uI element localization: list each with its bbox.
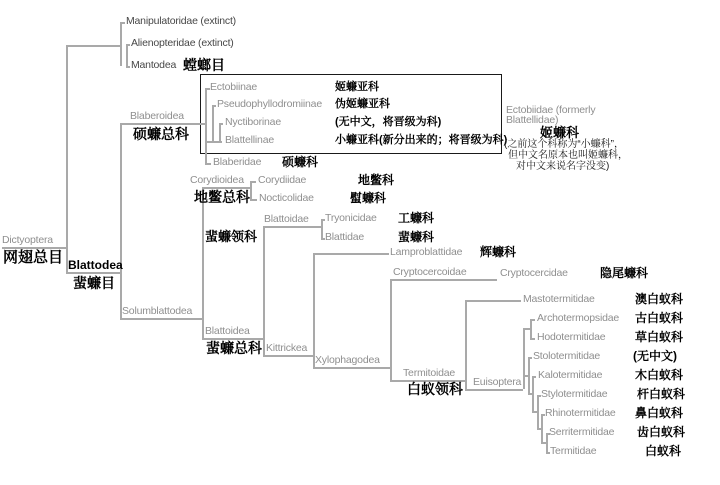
- label-stylotermitidae-cn: 杆白蚁科: [637, 387, 686, 401]
- tree-branch-vertical: [202, 187, 204, 338]
- tree-branch-vertical: [66, 45, 68, 272]
- label-lamproblattidae: Lamproblattidae: [390, 246, 463, 258]
- tree-branch-vertical: [126, 44, 128, 66]
- label-note-latin2: Blattellidae): [506, 114, 559, 126]
- tree-branch-vertical: [532, 376, 534, 411]
- label-nocticolidae: Nocticolidae: [259, 192, 314, 204]
- label-blaberoidea: Blaberoidea: [130, 110, 184, 122]
- tree-branch-horizontal: [126, 66, 130, 68]
- label-blattellinae: Blattellinae: [225, 134, 274, 146]
- tree-branch-vertical: [120, 123, 122, 318]
- tree-branch-horizontal: [66, 272, 120, 274]
- tree-branch-vertical: [465, 300, 467, 389]
- tree-branch-horizontal: [120, 123, 205, 125]
- tree-branch-horizontal: [205, 163, 211, 165]
- label-termitoidae-cn: 白蚁领科: [407, 381, 463, 397]
- tree-branch-horizontal: [465, 300, 521, 302]
- label-ectobiinae-cn: 姬蠊亚科: [335, 81, 379, 93]
- label-corydioidea: Corydioidea: [190, 174, 244, 186]
- label-alienopteridae: Alienopteridae (extinct): [131, 37, 234, 49]
- label-tryonicidae-cn: 工蠊科: [398, 211, 435, 225]
- label-rhinotermitidae: Rhinotermitidae: [545, 407, 616, 419]
- label-pseudophyllodromiinae-cn: 伪姬蠊亚科: [335, 98, 390, 110]
- label-solumblattodea: Solumblattodea: [122, 305, 193, 317]
- label-dictyoptera: Dictyoptera: [2, 234, 53, 246]
- label-corydiidae-cn: 地鳖科: [358, 173, 395, 187]
- label-hodotermitidae-cn: 草白蚁科: [635, 330, 684, 344]
- tree-branch-vertical: [212, 105, 214, 141]
- label-archotermopsidae-cn: 古白蚁科: [635, 311, 684, 325]
- tree-branch-horizontal: [465, 389, 523, 391]
- label-blattidae: Blattidae: [325, 231, 365, 243]
- label-blattodea-cn: 蜚蠊目: [73, 275, 115, 291]
- label-mantodea: Mantodea: [131, 59, 177, 71]
- label-rhinotermitidae-cn: 鼻白蚁科: [635, 406, 684, 420]
- tree-branch-vertical: [530, 319, 532, 338]
- tree-branch-horizontal: [66, 45, 120, 47]
- tree-branch-horizontal: [120, 318, 202, 320]
- tree-branch-vertical: [390, 279, 392, 380]
- label-corydioidea-cn: 地鳖总科: [194, 189, 250, 205]
- label-blattoidae-cn: 蜚蠊领科: [205, 229, 258, 244]
- tree-branch-horizontal: [250, 199, 257, 201]
- label-mastotermitidae-cn: 澳白蚁科: [635, 292, 684, 306]
- tree-branch-vertical: [523, 328, 525, 389]
- label-ectobiinae: Ectobiinae: [210, 81, 258, 93]
- tree-branch-vertical: [219, 123, 221, 141]
- label-mantodea-cn: 螳螂目: [183, 57, 225, 73]
- label-termitidae: Termitidae: [550, 445, 597, 457]
- tree-branch-horizontal: [530, 338, 535, 340]
- label-blaberoidea-cn: 硕蠊总科: [133, 126, 189, 142]
- label-cryptocercidae-cn: 隐尾蠊科: [600, 266, 649, 280]
- tree-branch-vertical: [541, 414, 543, 442]
- label-stylotermitidae: Stylotermitidae: [541, 388, 608, 400]
- label-mastotermitidae: Mastotermitidae: [523, 293, 595, 305]
- label-stolotermitidae-cn: (无中文): [633, 349, 677, 363]
- tree-branch-horizontal: [263, 355, 313, 357]
- label-blattidae-cn: 蜚蠊科: [398, 230, 435, 244]
- label-nyctiborinae: Nyctiborinae: [225, 116, 281, 128]
- label-note-l3: 对中文来说名字没变): [516, 161, 610, 172]
- label-blattoidea: Blattoidea: [205, 325, 250, 337]
- label-nocticolidae-cn: 螱蠊科: [350, 191, 387, 205]
- tree-branch-vertical: [546, 433, 548, 452]
- tree-branch-vertical: [263, 226, 265, 355]
- label-hodotermitidae: Hodotermitidae: [537, 331, 606, 343]
- tree-branch-vertical: [313, 253, 315, 367]
- label-note-l1: (之前这个科称为“小蠊科”，: [504, 139, 624, 150]
- label-blattellinae-cn: 小蠊亚科(新分出来的；将晋级为科): [335, 134, 508, 146]
- tree-branch-vertical: [321, 219, 323, 238]
- tree-branch-vertical: [205, 88, 207, 163]
- label-euisoptera: Euisoptera: [473, 376, 522, 388]
- label-serritermitidae-cn: 齿白蚁科: [637, 425, 686, 439]
- label-serritermitidae: Serritermitidae: [549, 426, 615, 438]
- tree-branch-vertical: [528, 357, 530, 393]
- tree-branch-horizontal: [205, 141, 222, 143]
- label-kalotermitidae-cn: 木白蚁科: [635, 368, 684, 382]
- label-note-cn: 姬蠊科: [540, 125, 580, 140]
- label-kalotermitidae: Kalotermitidae: [538, 369, 603, 381]
- label-blattoidae: Blattoidae: [264, 213, 309, 225]
- label-termitidae-cn: 白蚁科: [645, 444, 682, 458]
- label-note-l2: 但中文名原本也叫姬蠊科，: [508, 150, 628, 161]
- label-cryptocercoidae: Cryptocercoidae: [393, 266, 467, 278]
- label-termitoidae: Termitoidae: [403, 367, 456, 379]
- label-tryonicidae: Tryonicidae: [325, 212, 377, 224]
- tree-branch-horizontal: [313, 253, 389, 255]
- label-blaberidae-cn: 硕蠊科: [282, 155, 319, 169]
- label-cryptocercidae: Cryptocercidae: [500, 267, 568, 279]
- label-note-latin1: Ectobiidae (formerly: [506, 104, 596, 116]
- label-blaberidae: Blaberidae: [213, 156, 262, 168]
- tree-branch-horizontal: [390, 279, 497, 281]
- label-blattodea: Blattodea: [68, 258, 123, 272]
- tree-branch-horizontal: [263, 226, 321, 228]
- label-corydiidae: Corydiidae: [258, 174, 307, 186]
- label-xylophagodea: Xylophagodea: [315, 354, 380, 366]
- label-pseudophyllodromiinae: Pseudophyllodromiinae: [217, 98, 322, 110]
- tree-branch-vertical: [250, 181, 252, 199]
- label-dictyoptera-cn: 网翅总目: [3, 249, 64, 266]
- tree-branch-vertical: [537, 395, 539, 428]
- tree-branch-horizontal: [313, 367, 390, 369]
- label-stolotermitidae: Stolotermitidae: [533, 350, 601, 362]
- label-archotermopsidae: Archotermopsidae: [537, 312, 620, 324]
- tree-branch-vertical: [120, 22, 122, 66]
- label-blattoidea-cn: 蜚蠊总科: [206, 340, 262, 356]
- label-lamproblattidae-cn: 辉蠊科: [480, 245, 517, 259]
- label-nyctiborinae-cn: (无中文，将晋级为科): [335, 116, 442, 128]
- label-kittrickea: Kittrickea: [266, 342, 308, 354]
- label-manipulatoridae: Manipulatoridae (extinct): [126, 15, 236, 27]
